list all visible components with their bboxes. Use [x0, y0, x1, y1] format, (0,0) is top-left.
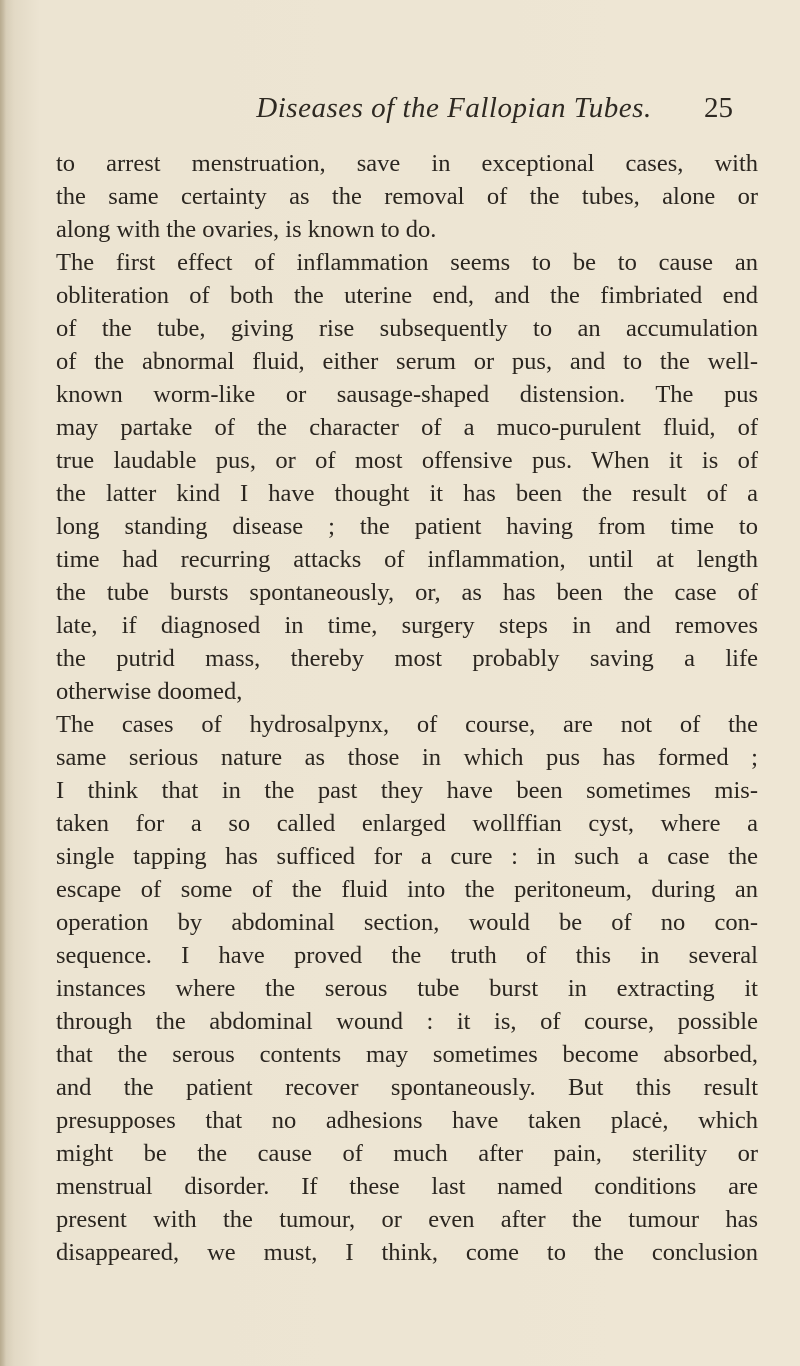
text-line: the tube bursts spontaneously, or, as has been the case of — [56, 579, 758, 606]
text-line: operation by abdominal section, would be of no con- — [56, 909, 758, 936]
text-line: to arrest menstruation, save in exceptional cases, with — [56, 150, 758, 177]
text-line: presupposes that no adhesions have taken placė, which — [56, 1107, 758, 1134]
spine-shadow — [0, 0, 6, 1366]
text-line: sequence. I have proved the truth of this in several — [56, 942, 758, 969]
text-line: time had recurring attacks of inflammation, until at length — [56, 546, 758, 573]
text-line: along with the ovaries, is known to do. — [56, 216, 437, 243]
text-line: might be the cause of much after pain, sterility or — [56, 1140, 758, 1167]
text-line: through the abdominal wound : it is, of course, possible — [56, 1008, 758, 1035]
text-line: known worm-like or sausage-shaped distension. The pus — [56, 381, 758, 408]
text-line: disappeared, we must, I think, come to the conclusion — [56, 1239, 758, 1266]
text-line: and the patient recover spontaneously. But this result — [56, 1074, 758, 1101]
text-line: menstrual disorder. If these last named conditions are — [56, 1173, 758, 1200]
text-line: instances where the serous tube burst in extracting it — [56, 975, 758, 1002]
text-line: the putrid mass, thereby most probably saving a life — [56, 645, 758, 672]
text-line: escape of some of the fluid into the peritoneum, during an — [56, 876, 758, 903]
text-line: the same certainty as the removal of the tubes, alone or — [56, 183, 758, 210]
text-line: of the abnormal fluid, either serum or pus, and to the well- — [56, 348, 758, 375]
text-line: long standing disease ; the patient having from time to — [56, 513, 758, 540]
text-line: single tapping has sufficed for a cure : in such a case the — [56, 843, 758, 870]
page-number: 25 — [704, 92, 733, 124]
text-line: same serious nature as those in which pus has formed ; — [56, 744, 758, 771]
body-text — [56, 147, 758, 1269]
text-line: The first effect of inflammation seems to be to cause an — [56, 249, 758, 276]
text-line: true laudable pus, or of most offensive pus. When it is of — [56, 447, 758, 474]
running-head — [0, 92, 800, 132]
text-line: otherwise doomed, — [56, 678, 243, 705]
text-line: obliteration of both the uterine end, and the fimbriated end — [56, 282, 758, 309]
text-line: of the tube, giving rise subsequently to an accumulation — [56, 315, 758, 342]
text-line: present with the tumour, or even after the tumour has — [56, 1206, 758, 1233]
text-line: The cases of hydrosalpynx, of course, are not of the — [56, 711, 758, 738]
running-title: Diseases of the Fallopian Tubes. — [256, 92, 652, 124]
text-line: taken for a so called enlarged wollffian cyst, where a — [56, 810, 758, 837]
text-line: late, if diagnosed in time, surgery steps in and removes — [56, 612, 758, 639]
text-line: may partake of the character of a muco-purulent fluid, of — [56, 414, 758, 441]
text-line: I think that in the past they have been sometimes mis- — [56, 777, 758, 804]
text-line: the latter kind I have thought it has been the result of a — [56, 480, 758, 507]
text-line: that the serous contents may sometimes become absorbed, — [56, 1041, 758, 1068]
